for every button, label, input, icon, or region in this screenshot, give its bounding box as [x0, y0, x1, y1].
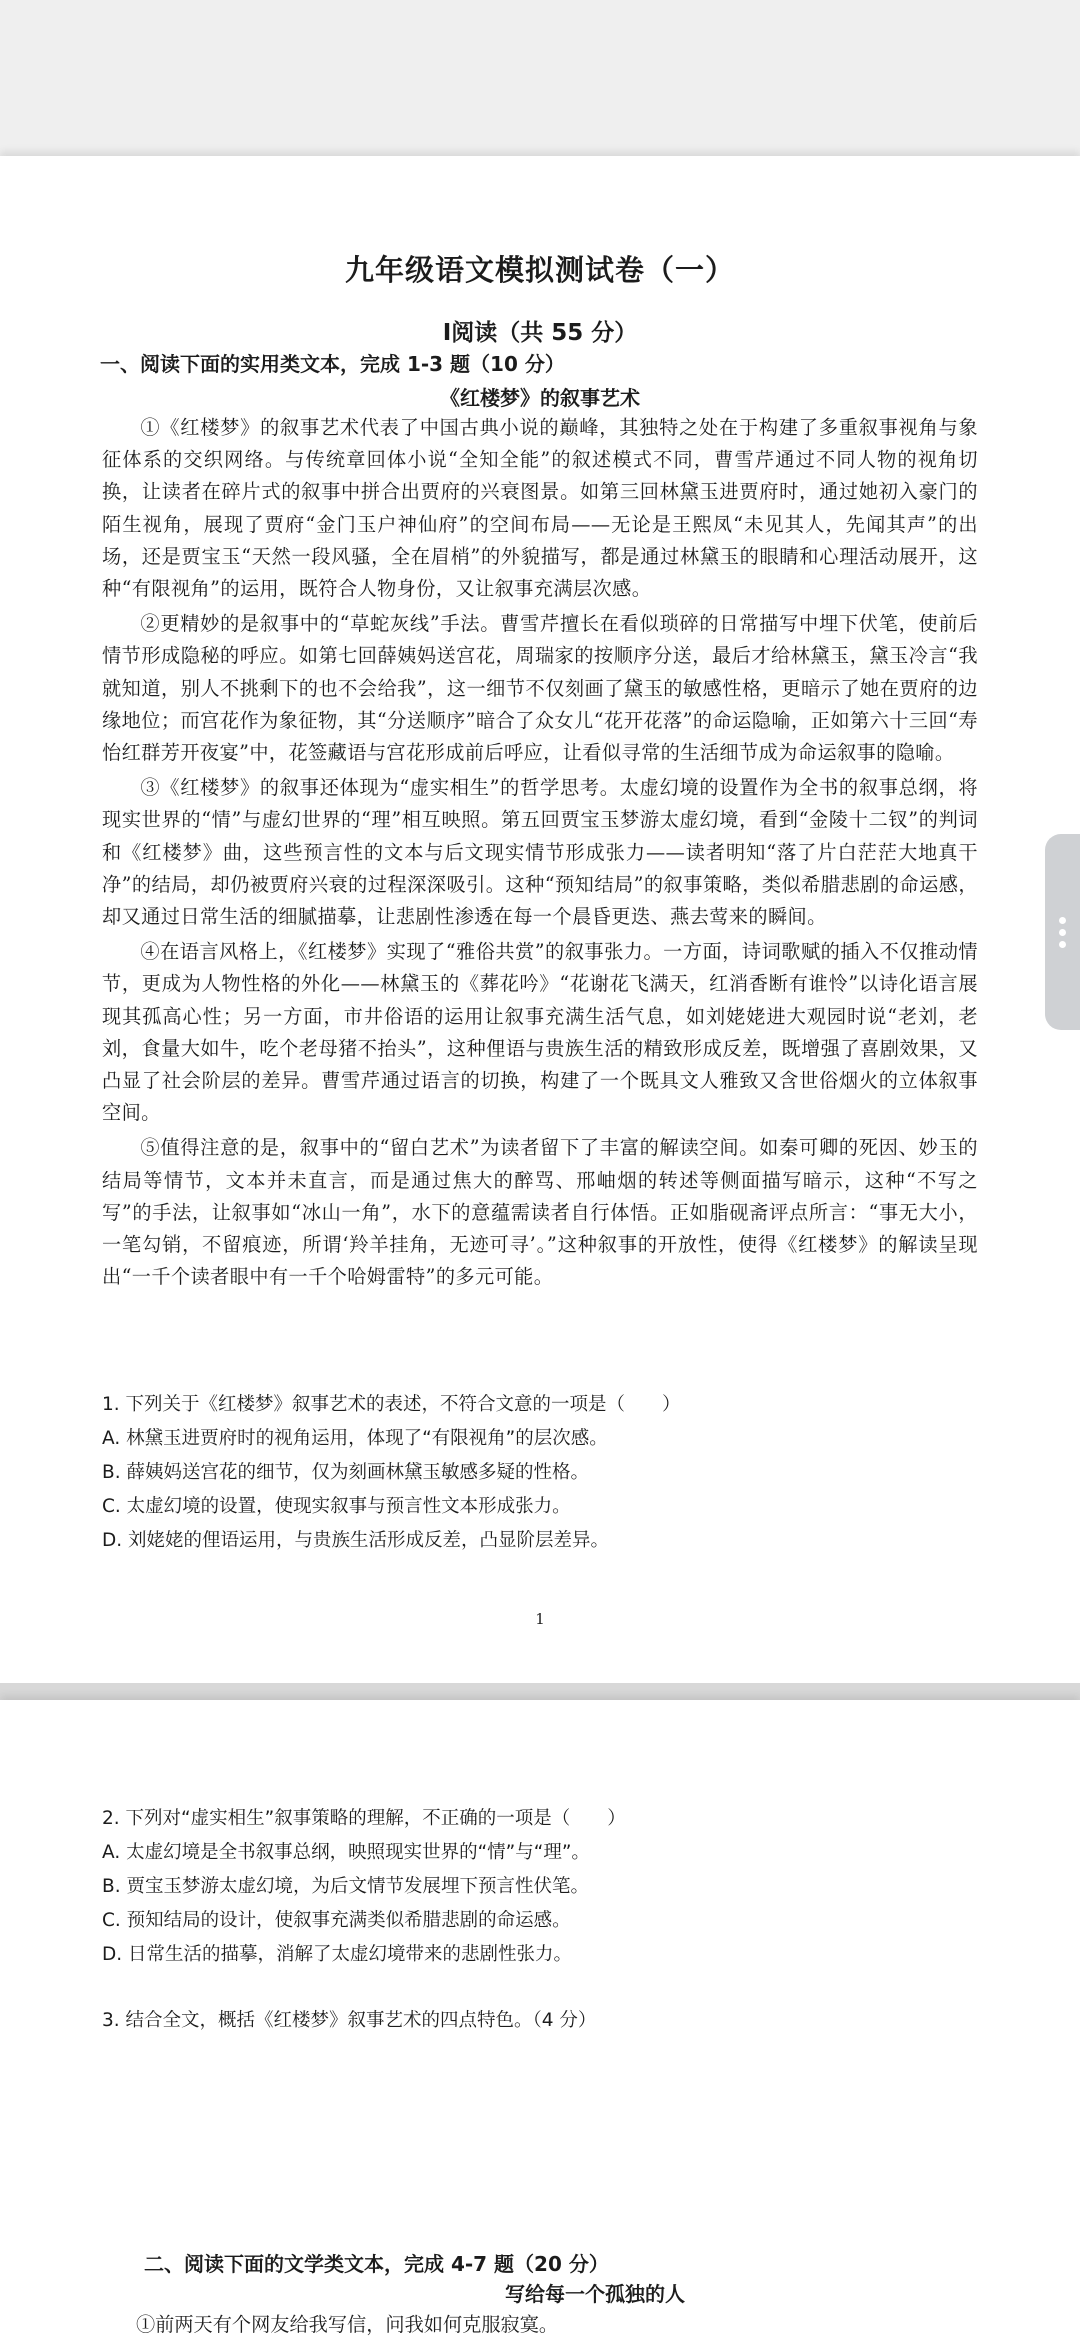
part-title: Ⅰ阅读（共 55 分） — [442, 320, 638, 346]
article-paragraph-3: ③《红楼梦》的叙事还体现为“虚实相生”的哲学思考。太虚幻境的设置作为全书的叙事总纲，将现实世界的“情”与虚幻世界的“理”相互映照。第五回贾宝玉梦游太虚幻境，看到“金陵十二钗”的判词和《红楼梦》曲，这些预言性的文本与后文现实情节形成张力——读者明知“落了片白茫茫大地真干净”的结局，却仍被贾府兴衰的过程深深吸引。这种“预知结局”的叙事策略，类似希腊悲剧的命运感，却又通过日常生活的细腻描摹，让悲剧性渗透在每一个晨昏更迭、燕去莺来的瞬间。 — [102, 776, 978, 929]
article-paragraph-2: ②更精妙的是叙事中的“草蛇灰线”手法。曹雪芹擅长在看似琐碎的日常描写中埋下伏笔，使前后情节形成隐秘的呼应。如第七回薛姨妈送宫花，周瑞家的按顺序分送，最后才给林黛玉，黛玉冷言“我就知道，别人不挑剩下的也不会给我”，这一细节不仅刻画了黛玉的敏感性格，更暗示了她在贾府的边缘地位；而宫花作为象征物，其“分送顺序”暗合了众女儿“花开花落”的命运隐喻，正如第六十三回“寿怡红群芳开夜宴”中，花签藏语与宫花形成前后呼应，让看似寻常的生活细节成为命运叙事的隐喻。 — [102, 612, 978, 765]
more-dots-icon — [1059, 941, 1066, 948]
more-dots-icon — [1059, 917, 1066, 924]
article-1-title: 《红楼梦》的叙事艺术 — [440, 386, 640, 410]
question-1 — [102, 1388, 1002, 1558]
question-2-option-c: C. 预知结局的设计，使叙事充满类似希腊悲剧的命运感。 — [102, 1910, 571, 1931]
article-1-body — [102, 412, 978, 1296]
more-dots-icon — [1059, 929, 1066, 936]
question-2-option-d: D. 日常生活的描摹，消解了太虚幻境带来的悲剧性张力。 — [102, 1944, 573, 1965]
question-1-option-b: B. 薛姨妈送宫花的细节，仅为刻画林黛玉敏感多疑的性格。 — [102, 1462, 589, 1483]
exam-page-2 — [0, 1700, 1080, 2341]
article-paragraph-5: ⑤值得注意的是，叙事中的“留白艺术”为读者留下了丰富的解读空间。如秦可卿的死因、妙玉的结局等情节，文本并未直言，而是通过焦大的醉骂、邢岫烟的转述等侧面描写暗示，这种“不写之写”的手法，让叙事如“冰山一角”，水下的意蕴需读者自行体悟。正如脂砚斋评点所言：“事无大小，一笔勾销，不留痕迹，所谓‘羚羊挂角，无迹可寻’。”这种叙事的开放性，使得《红楼梦》的解读呈现出“一千个读者眼中有一千个哈姆雷特”的多元可能。 — [102, 1136, 978, 1289]
viewer-top-background — [0, 0, 1080, 156]
section-1-heading: 一、阅读下面的实用类文本，完成 1-3 题（10 分） — [100, 352, 565, 376]
question-2-option-a: A. 太虚幻境是全书叙事总纲，映照现实世界的“情”与“理”。 — [102, 1842, 590, 1863]
question-1-stem: 1. 下列关于《红楼梦》叙事艺术的表述，不符合文意的一项是（ ） — [102, 1394, 681, 1415]
article-paragraph-1: ①《红楼梦》的叙事艺术代表了中国古典小说的巅峰，其独特之处在于构建了多重叙事视角与象征体系的交织网络。与传统章回体小说“全知全能”的叙述模式不同，曹雪芹通过不同人物的视角切换，让读者在碎片式的叙事中拼合出贾府的兴衰图景。如第三回林黛玉进贾府时，通过她初入豪门的陌生视角，展现了贾府“金门玉户神仙府”的空间布局——无论是王熙凤“未见其人，先闻其声”的出场，还是贾宝玉“天然一段风骚，全在眉梢”的外貌描写，都是通过林黛玉的眼睛和心理活动展开，这种“有限视角”的运用，既符合人物身份，又让叙事充满层次感。 — [102, 416, 978, 601]
page-separator — [0, 1683, 1080, 1700]
article-2-title: 写给每一个孤独的人 — [505, 2282, 685, 2306]
side-menu-handle[interactable] — [1045, 834, 1080, 1030]
question-2-option-b: B. 贾宝玉梦游太虚幻境，为后文情节发展埋下预言性伏笔。 — [102, 1876, 589, 1897]
exam-page-1 — [0, 156, 1080, 1683]
section-2-heading: 二、阅读下面的文学类文本，完成 4-7 题（20 分） — [144, 2252, 609, 2276]
page-number: 1 — [535, 1610, 545, 1628]
question-3 — [102, 2004, 1002, 2038]
exam-title: 九年级语文模拟测试卷（一） — [344, 253, 735, 287]
question-2 — [102, 1802, 1002, 1972]
question-3-stem: 3. 结合全文，概括《红楼梦》叙事艺术的四点特色。（4 分） — [102, 2010, 597, 2031]
article-paragraph-4: ④在语言风格上，《红楼梦》实现了“雅俗共赏”的叙事张力。一方面，诗词歌赋的插入不仅推动情节，更成为人物性格的外化——林黛玉的《葬花吟》“花谢花飞满天，红消香断有谁怜”以诗化语言展现其孤高心性；另一方面，市井俗语的运用让叙事充满生活气息，如刘姥姥进大观园时说“老刘，老刘，食量大如牛，吃个老母猪不抬头”，这种俚语与贵族生活的精致形成反差，既增强了喜剧效果，又凸显了社会阶层的差异。曹雪芹通过语言的切换，构建了一个既具文人雅致又含世俗烟火的立体叙事空间。 — [102, 940, 978, 1125]
question-2-stem: 2. 下列对“虚实相生”叙事策略的理解，不正确的一项是（ ） — [102, 1808, 626, 1829]
question-1-option-d: D. 刘姥姥的俚语运用，与贵族生活形成反差，凸显阶层差异。 — [102, 1530, 610, 1551]
question-1-option-a: A. 林黛玉进贾府时的视角运用，体现了“有限视角”的层次感。 — [102, 1428, 608, 1449]
question-1-option-c: C. 太虚幻境的设置，使现实叙事与预言性文本形成张力。 — [102, 1496, 571, 1517]
article-2-paragraph-1: ①前两天有个网友给我写信，问我如何克服寂寞。 — [136, 2313, 559, 2336]
